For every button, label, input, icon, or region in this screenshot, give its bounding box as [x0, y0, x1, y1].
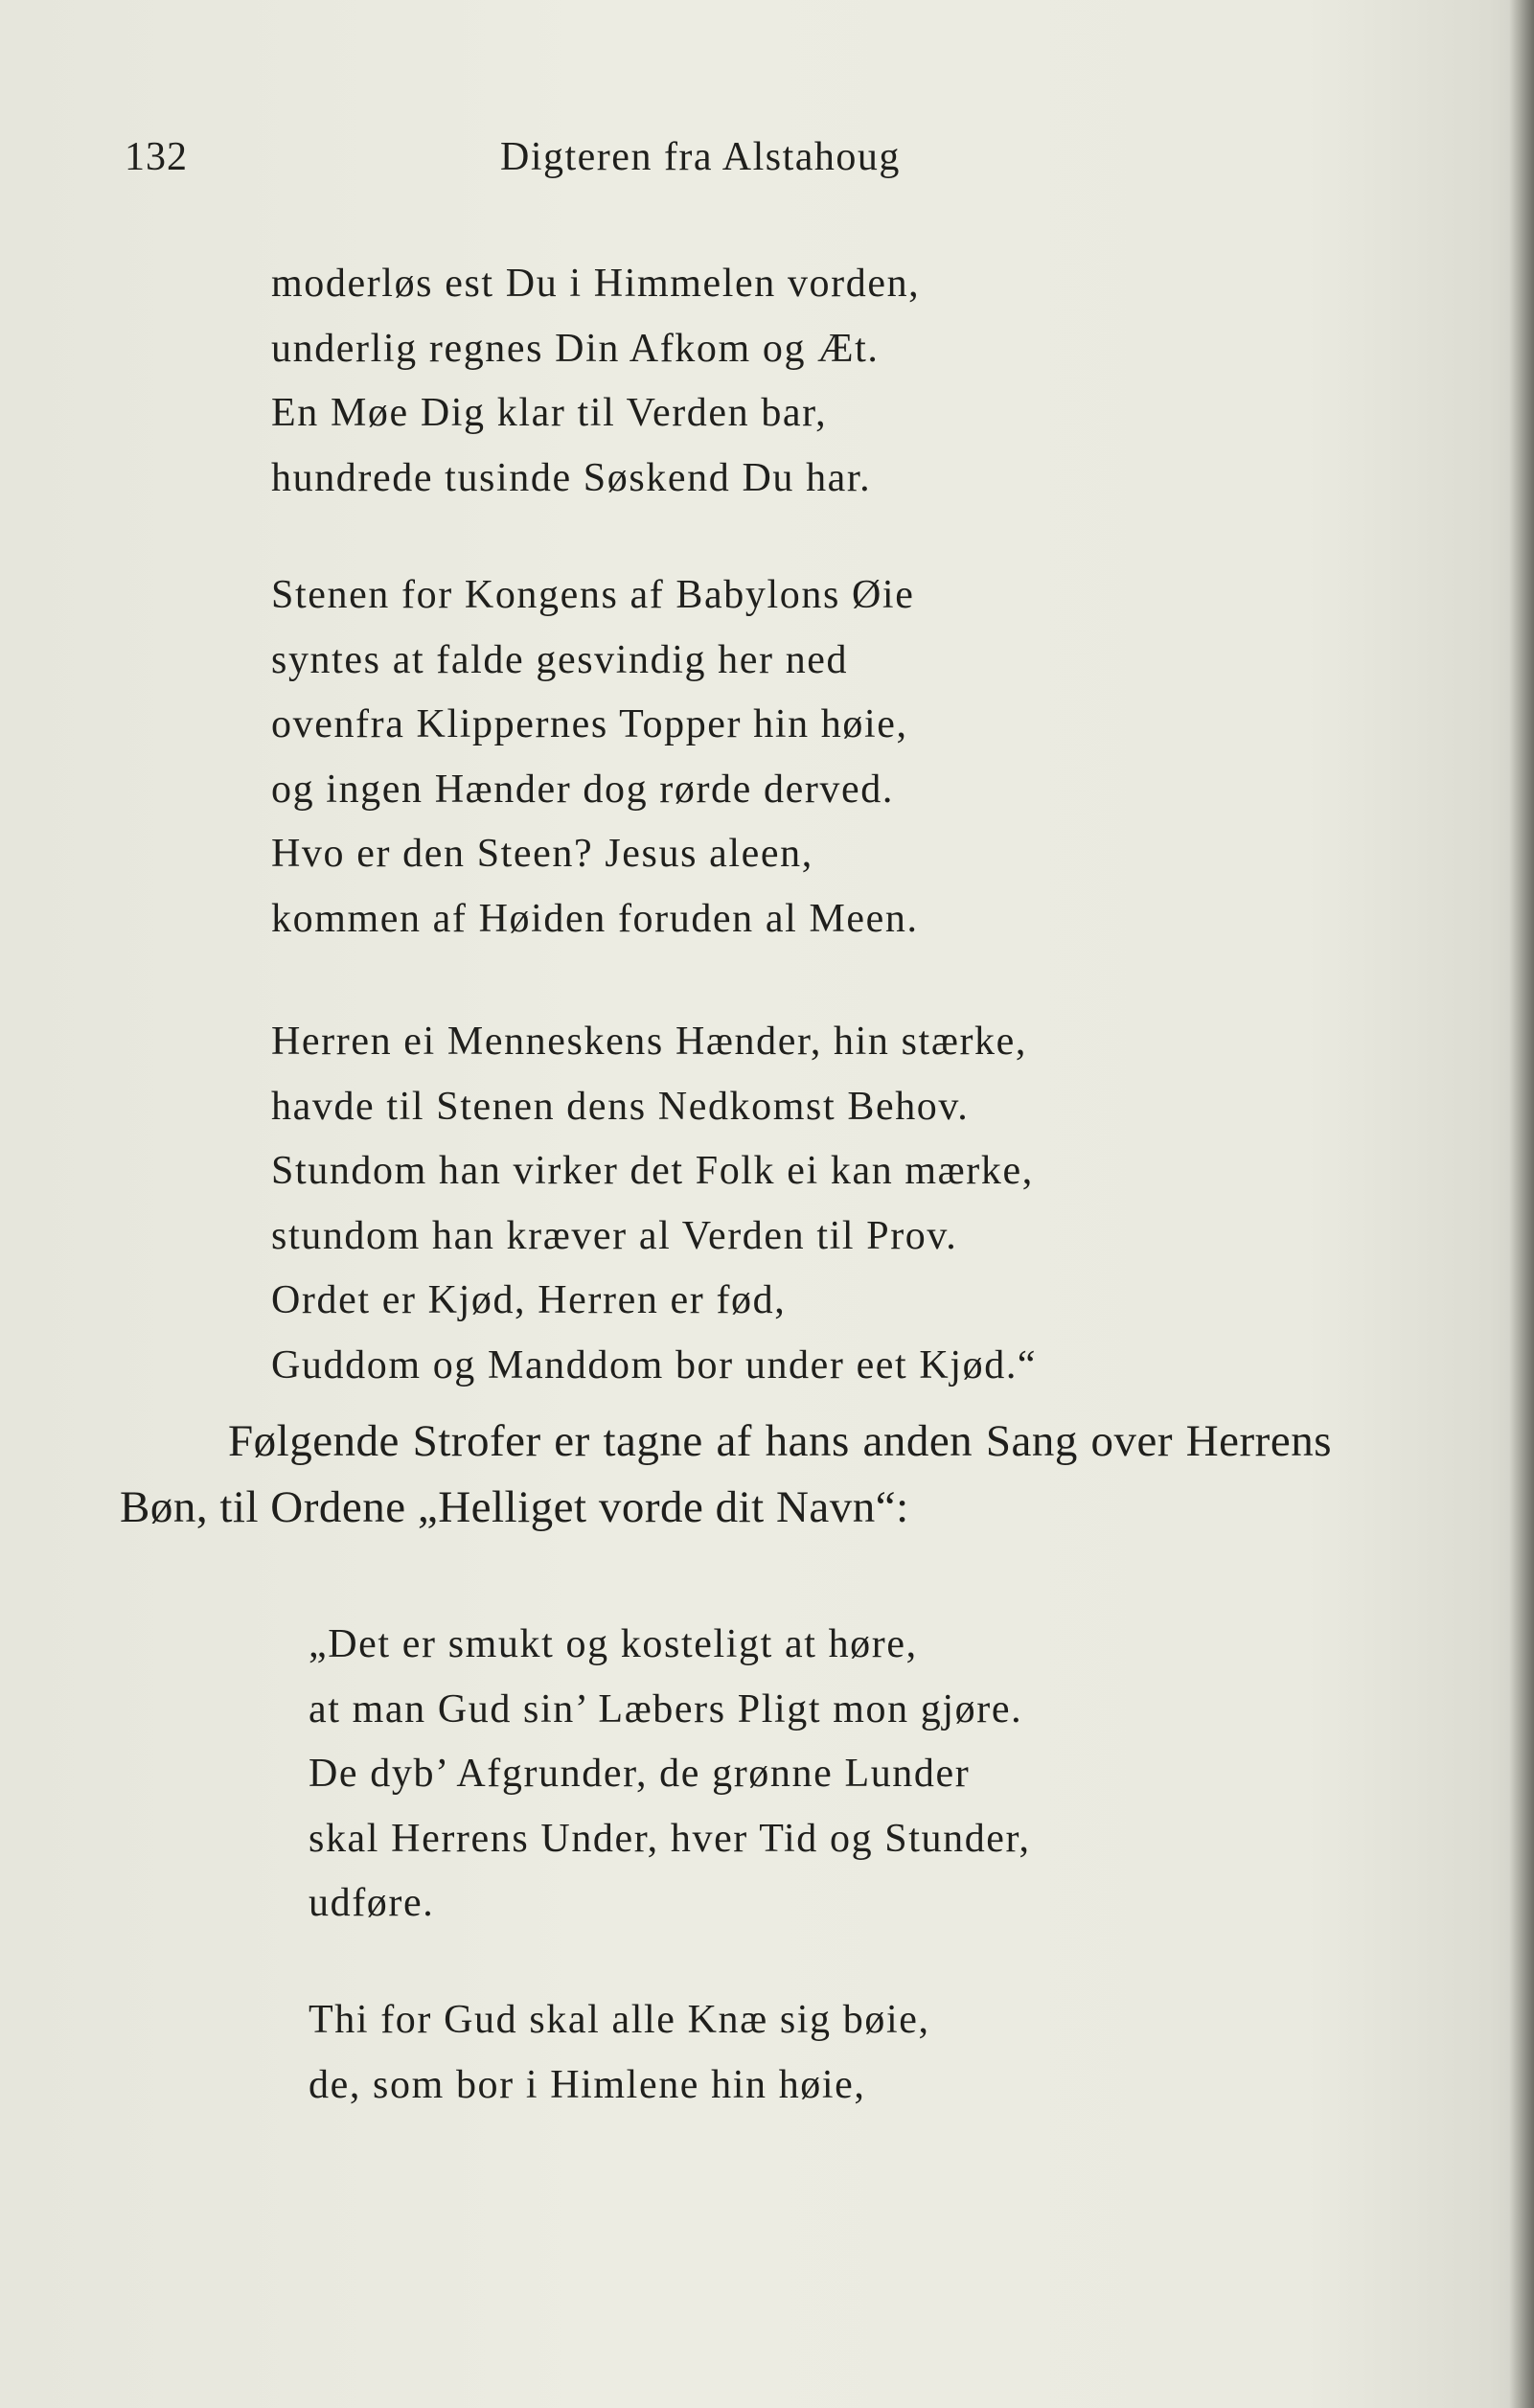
verse-line: Stenen for Kongens af Babylons Øie	[271, 573, 915, 617]
verse-line: Herren ei Menneskens Hænder, hin stærke,	[271, 1020, 1027, 1064]
running-title: Digteren fra Alstahoug	[500, 135, 901, 179]
verse-line: udføre.	[309, 1881, 435, 1925]
verse-line: Ordet er Kjød, Herren er fød,	[271, 1278, 787, 1322]
poem-stanza-3	[271, 1010, 1037, 1398]
verse-line: havde til Stenen dens Nedkomst Behov.	[271, 1084, 970, 1129]
poem-stanza-2	[271, 563, 919, 952]
verse-line: underlig regnes Din Afkom og Æt.	[271, 326, 880, 371]
verse-line: En Møe Dig klar til Verden bar,	[271, 391, 828, 435]
book-spine-shadow	[1509, 0, 1534, 2408]
verse-line: og ingen Hænder dog rørde derved.	[271, 767, 894, 812]
verse-line: de, som bor i Himlene hin høie,	[309, 2062, 866, 2107]
verse-line: „Det er smukt og kosteligt at høre,	[309, 1622, 918, 1666]
verse-line: at man Gud sin’ Læbers Pligt mon gjøre.	[309, 1686, 1023, 1731]
verse-line: skal Herrens Under, hver Tid og Stunder,	[309, 1816, 1031, 1861]
verse-line: Stundom han virker det Folk ei kan mærke,	[271, 1149, 1034, 1193]
prose-text: Følgende Strofer er tagne af hans anden Sang over Herrens Bøn, til Ordene „Helliget vorde dit Navn“:	[120, 1416, 1332, 1532]
verse-line: hundrede tusinde Søskend Du har.	[271, 455, 872, 500]
poem-stanza-1	[271, 252, 920, 511]
verse-line: Hvo er den Steen? Jesus aleen,	[271, 832, 813, 876]
quoted-stanza-1	[309, 1613, 1031, 1937]
prose-paragraph	[120, 1409, 1332, 1541]
quoted-stanza-2	[309, 1988, 930, 2118]
verse-line: ovenfra Klippernes Topper hin høie,	[271, 702, 908, 746]
verse-line: kommen af Høiden foruden al Meen.	[271, 896, 919, 941]
verse-line: Thi for Gud skal alle Knæ sig bøie,	[309, 1998, 930, 2042]
page-number: 132	[125, 135, 188, 179]
page-header	[0, 134, 1534, 192]
verse-line: De dyb’ Afgrunder, de grønne Lunder	[309, 1752, 971, 1796]
verse-line: syntes at falde gesvindig her ned	[271, 637, 849, 682]
verse-line: moderløs est Du i Himmelen vorden,	[271, 262, 921, 306]
verse-line: stundom han kræver al Verden til Prov.	[271, 1213, 958, 1258]
verse-line: Guddom og Manddom bor under eet Kjød.“	[271, 1342, 1038, 1387]
